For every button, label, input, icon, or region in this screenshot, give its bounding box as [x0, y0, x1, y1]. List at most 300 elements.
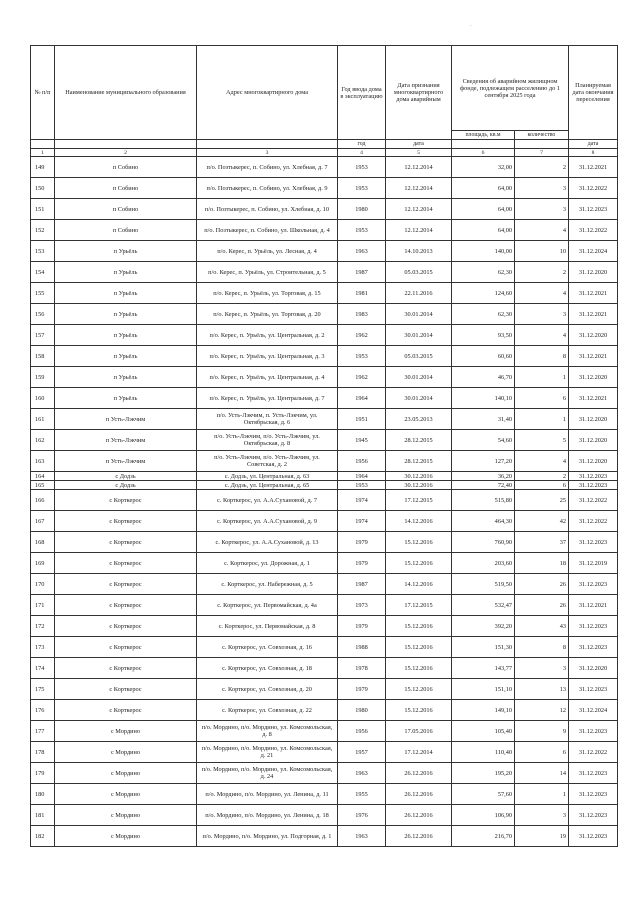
municipality-cell: п Собино: [55, 157, 197, 178]
municipality-cell: с Корткерос: [55, 511, 197, 532]
address-cell: п/о. Позтыкерес, п. Собино, ул. Хлебная, д. 7: [197, 157, 338, 178]
row-number: 173: [31, 637, 55, 658]
address-cell: с. Корткерос, ул. Совхозная, д. 16: [197, 637, 338, 658]
end-date-cell: 31.12.2023: [569, 472, 618, 481]
end-date-cell: 31.12.2022: [569, 220, 618, 241]
count-cell: 19: [515, 826, 569, 847]
col-index: 1: [31, 149, 55, 157]
row-number: 163: [31, 451, 55, 472]
year-cell: 1962: [338, 367, 386, 388]
table-row: [31, 199, 618, 220]
end-date-cell: 31.12.2023: [569, 826, 618, 847]
count-cell: 4: [515, 220, 569, 241]
col-header-year: Год ввода дома в эксплуатацию: [338, 46, 386, 140]
address-cell: п/о. Мордино, п/о. Мордино, ул. Комсомольская, д. 8: [197, 721, 338, 742]
address-cell: п/о. Керес, п. Урьёль, ул. Центральная, д. 3: [197, 346, 338, 367]
end-date-cell: 31.12.2020: [569, 451, 618, 472]
count-cell: 1: [515, 409, 569, 430]
table-row: [31, 481, 618, 490]
area-cell: 105,40: [452, 721, 515, 742]
row-number: 180: [31, 784, 55, 805]
year-cell: 1979: [338, 679, 386, 700]
municipality-cell: с Мордино: [55, 721, 197, 742]
emergency-date-cell: 12.12.2014: [386, 220, 452, 241]
row-number: 154: [31, 262, 55, 283]
end-date-cell: 31.12.2023: [569, 481, 618, 490]
year-cell: 1987: [338, 574, 386, 595]
count-cell: 2: [515, 472, 569, 481]
header-row: [31, 46, 618, 131]
unit-end-date: дата: [569, 140, 618, 149]
end-date-cell: 31.12.2019: [569, 553, 618, 574]
document-sheet: [30, 45, 617, 847]
row-number: 169: [31, 553, 55, 574]
year-cell: 1987: [338, 262, 386, 283]
municipality-cell: с Корткерос: [55, 490, 197, 511]
count-cell: 25: [515, 490, 569, 511]
emergency-date-cell: 28.12.2015: [386, 430, 452, 451]
table-row: [31, 472, 618, 481]
subheader-area: площадь, кв.м: [452, 131, 515, 140]
end-date-cell: 31.12.2020: [569, 658, 618, 679]
address-cell: п/о. Керес, п. Урьёль, ул. Торговая, д. 20: [197, 304, 338, 325]
housing-resettlement-table: [30, 45, 618, 847]
count-cell: 3: [515, 658, 569, 679]
count-cell: 13: [515, 679, 569, 700]
end-date-cell: 31.12.2023: [569, 616, 618, 637]
area-cell: 36,20: [452, 472, 515, 481]
count-cell: 26: [515, 595, 569, 616]
row-number: 153: [31, 241, 55, 262]
table-row: [31, 325, 618, 346]
end-date-cell: 31.12.2023: [569, 763, 618, 784]
row-number: 152: [31, 220, 55, 241]
municipality-cell: с Мордино: [55, 826, 197, 847]
municipality-cell: с Мордино: [55, 805, 197, 826]
address-cell: с. Корткерос, ул. Первомайская, д. 8: [197, 616, 338, 637]
area-cell: 216,70: [452, 826, 515, 847]
emergency-date-cell: 15.12.2016: [386, 532, 452, 553]
area-cell: 64,00: [452, 199, 515, 220]
count-cell: 2: [515, 157, 569, 178]
emergency-date-cell: 26.12.2016: [386, 805, 452, 826]
address-cell: п/о. Керес, п. Урьёль, ул. Строительная, д. 5: [197, 262, 338, 283]
count-cell: 4: [515, 283, 569, 304]
count-cell: 18: [515, 553, 569, 574]
area-cell: 64,00: [452, 178, 515, 199]
emergency-date-cell: 30.01.2014: [386, 388, 452, 409]
area-cell: 110,40: [452, 742, 515, 763]
year-cell: 1963: [338, 763, 386, 784]
address-cell: с. Корткерос, ул. Совхозная, д. 20: [197, 679, 338, 700]
row-number: 149: [31, 157, 55, 178]
table-row: [31, 721, 618, 742]
municipality-cell: п Урьёль: [55, 283, 197, 304]
year-cell: 1957: [338, 742, 386, 763]
address-cell: п/о. Позтыкерес, п. Собино, ул. Хлебная, д. 10: [197, 199, 338, 220]
address-cell: с. Корткерос, ул. Набережная, д. 5: [197, 574, 338, 595]
table-row: [31, 283, 618, 304]
area-cell: 127,20: [452, 451, 515, 472]
table-row: [31, 157, 618, 178]
municipality-cell: п Урьёль: [55, 262, 197, 283]
table-row: [31, 532, 618, 553]
emergency-date-cell: 12.12.2014: [386, 157, 452, 178]
count-cell: 4: [515, 325, 569, 346]
emergency-date-cell: 14.12.2016: [386, 511, 452, 532]
emergency-date-cell: 26.12.2016: [386, 763, 452, 784]
area-cell: 57,60: [452, 784, 515, 805]
emergency-date-cell: 23.05.2013: [386, 409, 452, 430]
row-number: 160: [31, 388, 55, 409]
row-number: 170: [31, 574, 55, 595]
area-cell: 140,10: [452, 388, 515, 409]
subheader-row-units: [31, 140, 618, 149]
end-date-cell: 31.12.2023: [569, 679, 618, 700]
count-cell: 42: [515, 511, 569, 532]
unit-date: дата: [386, 140, 452, 149]
count-cell: 43: [515, 616, 569, 637]
year-cell: 1955: [338, 784, 386, 805]
area-cell: 515,80: [452, 490, 515, 511]
area-cell: 151,10: [452, 679, 515, 700]
year-cell: 1956: [338, 451, 386, 472]
end-date-cell: 31.12.2021: [569, 388, 618, 409]
area-cell: 149,10: [452, 700, 515, 721]
emergency-date-cell: 28.12.2015: [386, 451, 452, 472]
area-cell: 72,40: [452, 481, 515, 490]
emergency-date-cell: 14.12.2016: [386, 574, 452, 595]
municipality-cell: п Усть-Лэкчим: [55, 409, 197, 430]
area-cell: 32,00: [452, 157, 515, 178]
count-cell: 12: [515, 700, 569, 721]
municipality-cell: п Собино: [55, 220, 197, 241]
area-cell: 46,70: [452, 367, 515, 388]
municipality-cell: с Мордино: [55, 784, 197, 805]
unit-area: [452, 140, 515, 149]
count-cell: 3: [515, 178, 569, 199]
municipality-cell: с Корткерос: [55, 679, 197, 700]
col-index: 5: [386, 149, 452, 157]
col-header-municipality: Наименование муниципального образования: [55, 46, 197, 140]
col-index: 4: [338, 149, 386, 157]
year-cell: 1953: [338, 481, 386, 490]
end-date-cell: 31.12.2023: [569, 199, 618, 220]
row-number: 156: [31, 304, 55, 325]
count-cell: 3: [515, 199, 569, 220]
table-row: [31, 679, 618, 700]
address-cell: с. Додзь, ул. Центральная, д. 63: [197, 472, 338, 481]
end-date-cell: 31.12.2022: [569, 490, 618, 511]
row-number: 177: [31, 721, 55, 742]
year-cell: 1953: [338, 178, 386, 199]
year-cell: 1980: [338, 199, 386, 220]
count-cell: 6: [515, 742, 569, 763]
area-cell: 760,90: [452, 532, 515, 553]
area-cell: 151,30: [452, 637, 515, 658]
year-cell: 1979: [338, 553, 386, 574]
municipality-cell: с Корткерос: [55, 637, 197, 658]
count-cell: 26: [515, 574, 569, 595]
area-cell: 392,20: [452, 616, 515, 637]
col-index: 6: [452, 149, 515, 157]
year-cell: 1974: [338, 490, 386, 511]
municipality-cell: п Урьёль: [55, 367, 197, 388]
count-cell: 3: [515, 805, 569, 826]
address-cell: с. Корткерос, ул. Совхозная, д. 18: [197, 658, 338, 679]
count-cell: 4: [515, 451, 569, 472]
emergency-date-cell: 12.12.2014: [386, 178, 452, 199]
address-cell: п/о. Мордино, п/о. Мордино, ул. Комсомольская, д. 21: [197, 742, 338, 763]
count-cell: 2: [515, 262, 569, 283]
row-number: 167: [31, 511, 55, 532]
row-number: 155: [31, 283, 55, 304]
end-date-cell: 31.12.2022: [569, 178, 618, 199]
row-number: 175: [31, 679, 55, 700]
scan-dot: ·: [470, 24, 472, 29]
emergency-date-cell: 15.12.2016: [386, 616, 452, 637]
unit-count: [515, 140, 569, 149]
municipality-cell: с Мордино: [55, 763, 197, 784]
table-body: [31, 157, 618, 847]
end-date-cell: 31.12.2022: [569, 742, 618, 763]
address-cell: п/о. Позтыкерес, п. Собино, ул. Хлебная, д. 9: [197, 178, 338, 199]
end-date-cell: 31.12.2020: [569, 409, 618, 430]
end-date-cell: 31.12.2023: [569, 637, 618, 658]
table-row: [31, 595, 618, 616]
end-date-cell: 31.12.2021: [569, 595, 618, 616]
area-cell: 62,30: [452, 262, 515, 283]
municipality-cell: с Корткерос: [55, 553, 197, 574]
area-cell: 31,40: [452, 409, 515, 430]
row-number: 181: [31, 805, 55, 826]
row-number: 171: [31, 595, 55, 616]
year-cell: 1983: [338, 304, 386, 325]
col-header-date: Дата признания многоквартирного дома аварийным: [386, 46, 452, 140]
emergency-date-cell: 30.01.2014: [386, 304, 452, 325]
address-cell: п/о. Усть-Лэкчим, п/о. Усть-Лэкчим, ул. Октябрьская, д. 8: [197, 430, 338, 451]
end-date-cell: 31.12.2020: [569, 367, 618, 388]
municipality-cell: с Мордино: [55, 742, 197, 763]
end-date-cell: 31.12.2021: [569, 283, 618, 304]
municipality-cell: п Урьёль: [55, 325, 197, 346]
count-cell: 8: [515, 346, 569, 367]
row-number: 164: [31, 472, 55, 481]
municipality-cell: с Корткерос: [55, 616, 197, 637]
table-row: [31, 367, 618, 388]
municipality-cell: п Урьёль: [55, 241, 197, 262]
emergency-date-cell: 15.12.2016: [386, 637, 452, 658]
municipality-cell: с Додзь: [55, 481, 197, 490]
municipality-cell: п Урьёль: [55, 388, 197, 409]
count-cell: 1: [515, 367, 569, 388]
address-cell: с. Додзь, ул. Центральная, д. 65: [197, 481, 338, 490]
row-number: 174: [31, 658, 55, 679]
count-cell: 37: [515, 532, 569, 553]
address-cell: с. Корткерос, ул. А.А.Сухановой, д. 13: [197, 532, 338, 553]
col-index: 7: [515, 149, 569, 157]
emergency-date-cell: 15.12.2016: [386, 700, 452, 721]
count-cell: 5: [515, 430, 569, 451]
address-cell: п/о. Усть-Лэкчим, п. Усть-Лэкчим, ул. Октябрьская, д. 6: [197, 409, 338, 430]
row-number: 151: [31, 199, 55, 220]
municipality-cell: п Урьёль: [55, 304, 197, 325]
column-numbers-row: [31, 149, 618, 157]
emergency-date-cell: 30.01.2014: [386, 367, 452, 388]
emergency-date-cell: 17.05.2016: [386, 721, 452, 742]
col-header-address: Адрес многоквартирного дома: [197, 46, 338, 140]
emergency-date-cell: 17.12.2015: [386, 490, 452, 511]
table-row: [31, 241, 618, 262]
address-cell: п/о. Мордино, п/о. Мордино, ул. Подгорная, д. 1: [197, 826, 338, 847]
emergency-date-cell: 26.12.2016: [386, 784, 452, 805]
count-cell: 9: [515, 721, 569, 742]
count-cell: 6: [515, 481, 569, 490]
year-cell: 1978: [338, 658, 386, 679]
area-cell: 60,60: [452, 346, 515, 367]
table-row: [31, 262, 618, 283]
municipality-cell: п Собино: [55, 178, 197, 199]
area-cell: 203,60: [452, 553, 515, 574]
emergency-date-cell: 14.10.2013: [386, 241, 452, 262]
emergency-date-cell: 26.12.2016: [386, 826, 452, 847]
row-number: 162: [31, 430, 55, 451]
year-cell: 1980: [338, 700, 386, 721]
area-cell: 124,60: [452, 283, 515, 304]
year-cell: 1988: [338, 637, 386, 658]
row-number: 176: [31, 700, 55, 721]
municipality-cell: с Додзь: [55, 472, 197, 481]
col-index: 8: [569, 149, 618, 157]
year-cell: 1974: [338, 511, 386, 532]
row-number: 168: [31, 532, 55, 553]
municipality-cell: с Корткерос: [55, 700, 197, 721]
end-date-cell: 31.12.2021: [569, 157, 618, 178]
address-cell: п/о. Керес, п. Урьёль, ул. Центральная, д. 4: [197, 367, 338, 388]
emergency-date-cell: 15.12.2016: [386, 679, 452, 700]
table-row: [31, 826, 618, 847]
row-number: 161: [31, 409, 55, 430]
row-number: 172: [31, 616, 55, 637]
table-row: [31, 451, 618, 472]
row-number: 159: [31, 367, 55, 388]
municipality-cell: с Корткерос: [55, 532, 197, 553]
address-cell: п/о. Керес, п. Урьёль, ул. Центральная, д. 2: [197, 325, 338, 346]
end-date-cell: 31.12.2023: [569, 805, 618, 826]
table-row: [31, 511, 618, 532]
end-date-cell: 31.12.2021: [569, 304, 618, 325]
address-cell: п/о. Керес, п. Урьёль, ул. Лесная, д. 4: [197, 241, 338, 262]
count-cell: 10: [515, 241, 569, 262]
row-number: 158: [31, 346, 55, 367]
municipality-cell: п Собино: [55, 199, 197, 220]
address-cell: с. Корткерос, ул. А.А.Сухановой, д. 9: [197, 511, 338, 532]
unit-year: год: [338, 140, 386, 149]
table-row: [31, 388, 618, 409]
table-row: [31, 220, 618, 241]
table-row: [31, 784, 618, 805]
count-cell: 3: [515, 304, 569, 325]
emergency-date-cell: 30.01.2014: [386, 325, 452, 346]
area-cell: 62,30: [452, 304, 515, 325]
row-number: 166: [31, 490, 55, 511]
end-date-cell: 31.12.2020: [569, 325, 618, 346]
emergency-date-cell: 12.12.2014: [386, 199, 452, 220]
year-cell: 1953: [338, 346, 386, 367]
area-cell: 54,60: [452, 430, 515, 451]
address-cell: п/о. Мордино, п/о. Мордино, ул. Ленина, д. 11: [197, 784, 338, 805]
year-cell: 1951: [338, 409, 386, 430]
municipality-cell: с Корткерос: [55, 658, 197, 679]
area-cell: 106,90: [452, 805, 515, 826]
table-row: [31, 553, 618, 574]
emergency-date-cell: 17.12.2014: [386, 742, 452, 763]
row-number: 150: [31, 178, 55, 199]
year-cell: 1953: [338, 220, 386, 241]
row-number: 178: [31, 742, 55, 763]
end-date-cell: 31.12.2021: [569, 346, 618, 367]
emergency-date-cell: 30.12.2016: [386, 481, 452, 490]
address-cell: с. Корткерос, ул. Первомайская, д. 4а: [197, 595, 338, 616]
address-cell: п/о. Керес, п. Урьёль, ул. Торговая, д. 15: [197, 283, 338, 304]
area-cell: 143,77: [452, 658, 515, 679]
area-cell: 532,47: [452, 595, 515, 616]
row-number: 182: [31, 826, 55, 847]
table-row: [31, 700, 618, 721]
year-cell: 1979: [338, 532, 386, 553]
municipality-cell: с Корткерос: [55, 595, 197, 616]
count-cell: 14: [515, 763, 569, 784]
area-cell: 93,50: [452, 325, 515, 346]
emergency-date-cell: 17.12.2015: [386, 595, 452, 616]
count-cell: 8: [515, 637, 569, 658]
address-cell: с. Корткерос, ул. А.А.Сухановой, д. 7: [197, 490, 338, 511]
table-row: [31, 346, 618, 367]
end-date-cell: 31.12.2022: [569, 511, 618, 532]
table-row: [31, 742, 618, 763]
row-number: 179: [31, 763, 55, 784]
year-cell: 1956: [338, 721, 386, 742]
table-row: [31, 805, 618, 826]
year-cell: 1981: [338, 283, 386, 304]
col-header-end-date: Планируемая дата окончания переселения: [569, 46, 618, 140]
area-cell: 140,00: [452, 241, 515, 262]
col-index: 3: [197, 149, 338, 157]
emergency-date-cell: 05.03.2015: [386, 262, 452, 283]
address-cell: п/о. Мордино, п/о. Мордино, ул. Ленина, д. 18: [197, 805, 338, 826]
year-cell: 1979: [338, 616, 386, 637]
table-row: [31, 763, 618, 784]
emergency-date-cell: 22.11.2016: [386, 283, 452, 304]
end-date-cell: 31.12.2024: [569, 700, 618, 721]
year-cell: 1963: [338, 826, 386, 847]
year-cell: 1963: [338, 241, 386, 262]
emergency-date-cell: 15.12.2016: [386, 658, 452, 679]
emergency-date-cell: 05.03.2015: [386, 346, 452, 367]
end-date-cell: 31.12.2020: [569, 430, 618, 451]
address-cell: п/о. Мордино, п/о. Мордино, ул. Комсомольская, д. 24: [197, 763, 338, 784]
area-cell: 195,20: [452, 763, 515, 784]
municipality-cell: п Усть-Лэкчим: [55, 451, 197, 472]
year-cell: 1964: [338, 472, 386, 481]
address-cell: с. Корткерос, ул. Совхозная, д. 22: [197, 700, 338, 721]
count-cell: 6: [515, 388, 569, 409]
col-index: 2: [55, 149, 197, 157]
end-date-cell: 31.12.2020: [569, 262, 618, 283]
area-cell: 519,50: [452, 574, 515, 595]
end-date-cell: 31.12.2023: [569, 721, 618, 742]
table-row: [31, 490, 618, 511]
